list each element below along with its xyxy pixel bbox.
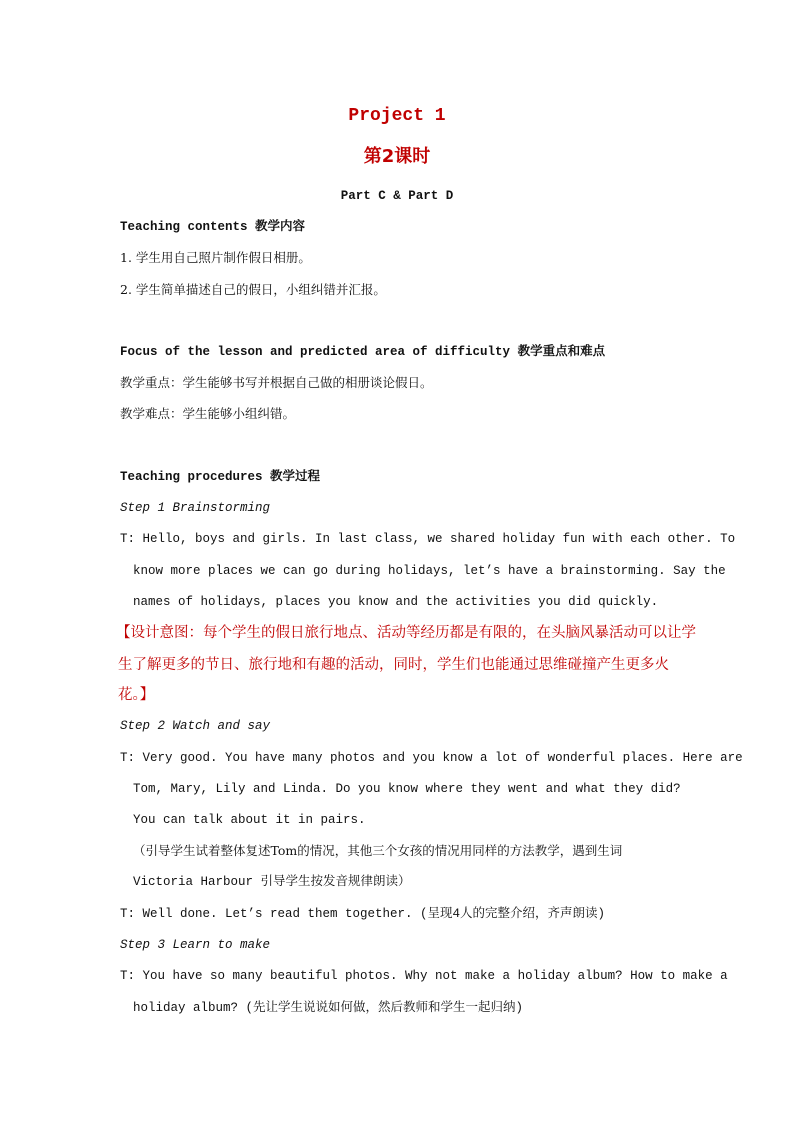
step2-line-2: Tom, Mary, Lily and Linda. Do you know where they went and what they did? bbox=[133, 782, 681, 796]
step1-line-2: know more places we can go during holidays, let’s have a brainstorming. Say the bbox=[133, 564, 726, 578]
step1-line-3: names of holidays, places you know and the activities you did quickly. bbox=[133, 595, 659, 609]
focus-key-point: 教学重点：学生能够书写并根据自己做的相册谈论假日。 bbox=[120, 375, 433, 390]
design-intent-line-1: 【设计意图：每个学生的假日旅行地点、活动等经历都是有限的，在头脑风暴活动可以让学 bbox=[116, 625, 696, 641]
design-intent-line-2: 生了解更多的节日、旅行地和有趣的活动，同时，学生们也能通过思维碰撞产生更多火 bbox=[118, 657, 669, 673]
step2-line-6: T: Well done. Let’s read them together. (呈现4人的完整介绍，齐声朗读) bbox=[120, 907, 606, 921]
teaching-contents-heading: Teaching contents 教学内容 bbox=[120, 220, 306, 234]
part-label: Part C & Part D bbox=[340, 189, 454, 203]
focus-difficulty: 教学难点：学生能够小组纠错。 bbox=[120, 406, 296, 421]
teaching-contents-item-1: 1. 学生用自己照片制作假日相册。 bbox=[120, 250, 311, 265]
design-intent-line-3: 花。】 bbox=[118, 687, 155, 703]
step2-line-4: （引导学生试着整体复述Tom的情况，其他三个女孩的情况用同样的方法教学，遇到生词 bbox=[133, 843, 623, 858]
document-title: Project 1 bbox=[348, 106, 446, 126]
step2-line-1: T: Very good. You have many photos and you know a lot of wonderful places. Here are bbox=[120, 751, 743, 765]
step1-title: Step 1 Brainstorming bbox=[120, 501, 271, 515]
step2-line-5: Victoria Harbour 引导学生按发音规律朗读） bbox=[133, 875, 411, 889]
procedures-heading: Teaching procedures 教学过程 bbox=[120, 470, 321, 484]
teaching-contents-item-2: 2. 学生简单描述自己的假日，小组纠错并汇报。 bbox=[120, 282, 386, 297]
step1-line-1: T: Hello, boys and girls. In last class, we shared holiday fun with each other. To bbox=[120, 532, 736, 546]
focus-heading: Focus of the lesson and predicted area of difficulty 教学重点和难点 bbox=[120, 345, 606, 359]
step3-line-2: holiday album? (先让学生说说如何做，然后教师和学生一起归纳) bbox=[133, 1001, 524, 1015]
step2-title: Step 2 Watch and say bbox=[120, 719, 271, 733]
step2-line-3: You can talk about it in pairs. bbox=[133, 813, 366, 827]
lesson-period: 第2课时 bbox=[363, 146, 431, 167]
step3-line-1: T: You have so many beautiful photos. Why not make a holiday album? How to make a bbox=[120, 969, 728, 983]
step3-title: Step 3 Learn to make bbox=[120, 938, 271, 952]
